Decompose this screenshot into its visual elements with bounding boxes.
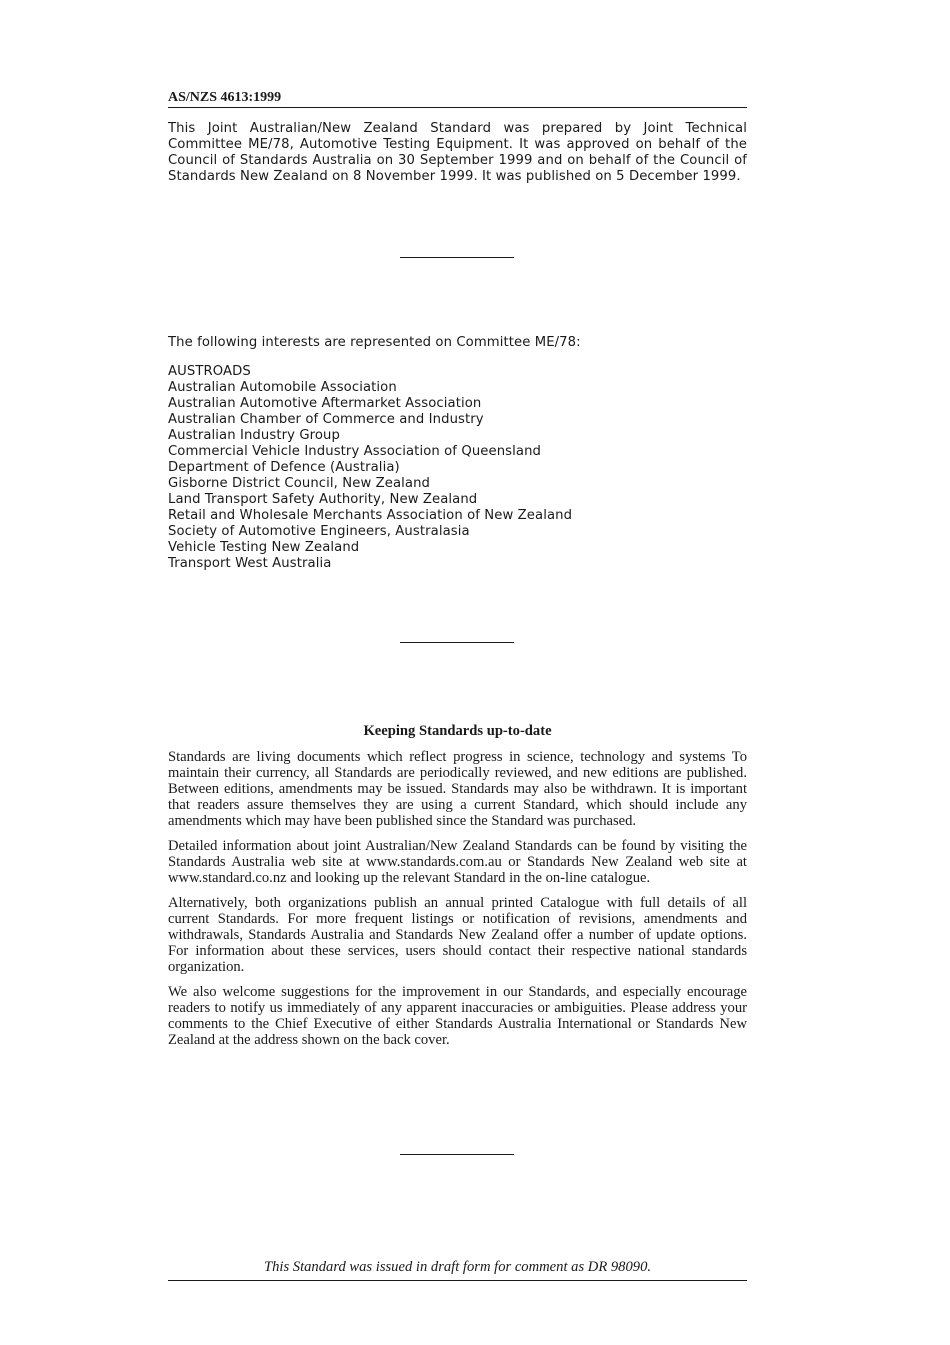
committee-member: Gisborne District Council, New Zealand <box>168 476 431 491</box>
committee-member: Transport West Australia <box>168 556 332 571</box>
section-divider <box>400 1154 514 1155</box>
document-identifier: AS/NZS 4613:1999 <box>168 90 282 105</box>
section-divider <box>400 257 514 258</box>
committee-member: Retail and Wholesale Merchants Association of New Zealand <box>168 508 573 523</box>
body-paragraph: Detailed information about joint Australian/New Zealand Standards can be found by visiting the Standards Australia web site at www.standards.com.au or Standards New Zealand web site at www.standard.co.nz and looking up the relevant Standard in the on-line catalogue. <box>168 838 747 886</box>
committee-member-list <box>168 364 572 572</box>
section-heading: Keeping Standards up-to-date <box>363 723 552 739</box>
committee-member: Commercial Vehicle Industry Association of Queensland <box>168 444 542 459</box>
body-paragraph: We also welcome suggestions for the improvement in our Standards, and especially encourage readers to notify us immediately of any apparent inaccuracies or ambiguities. Please address your comments to the Chief Executive of either Standards Australia International or Standards New Zealand at the address shown on the back cover. <box>168 984 747 1048</box>
document-page <box>168 0 747 1345</box>
committee-member: Australian Chamber of Commerce and Industry <box>168 412 484 427</box>
committee-member: Australian Automobile Association <box>168 380 397 395</box>
committee-member: Department of Defence (Australia) <box>168 460 400 475</box>
body-paragraph: Alternatively, both organizations publish an annual printed Catalogue with full details of all current Standards. For more frequent listings or notification of revisions, amendments and withdrawals, Standards Australia and Standards New Zealand offer a number of update options. For information about these services, users should contact their respective national standards organization. <box>168 895 747 975</box>
committee-member: Australian Automotive Aftermarket Association <box>168 396 482 411</box>
section-divider <box>400 642 514 643</box>
committee-member: Australian Industry Group <box>168 428 340 443</box>
committee-member: Land Transport Safety Authority, New Zealand <box>168 492 478 507</box>
keeping-standards-body <box>168 749 747 1057</box>
preparation-statement: This Joint Australian/New Zealand Standard was prepared by Joint Technical Committee ME/78, Automotive Testing Equipment. It was approved on behalf of the Council of Standards Australia on 30 September 1999 and on behalf of the Council of Standards New Zealand on 8 November 1999. It was published on 5 December 1999. <box>168 121 747 184</box>
draft-note: This Standard was issued in draft form for comment as DR 98090. <box>263 1259 652 1275</box>
committee-intro: The following interests are represented on Committee ME/78: <box>168 335 581 350</box>
footer-rule <box>168 1280 747 1281</box>
header-rule <box>168 107 747 108</box>
committee-member: AUSTROADS <box>168 364 251 379</box>
body-paragraph: Standards are living documents which reflect progress in science, technology and systems To maintain their currency, all Standards are periodically reviewed, and new editions are published. Between editions, amendments may be issued. Standards may also be withdrawn. It is important that readers assure themselves they are using a current Standard, which should include any amendments which may have been published since the Standard was purchased. <box>168 749 747 829</box>
committee-member: Vehicle Testing New Zealand <box>168 540 360 555</box>
committee-member: Society of Automotive Engineers, Australasia <box>168 524 470 539</box>
